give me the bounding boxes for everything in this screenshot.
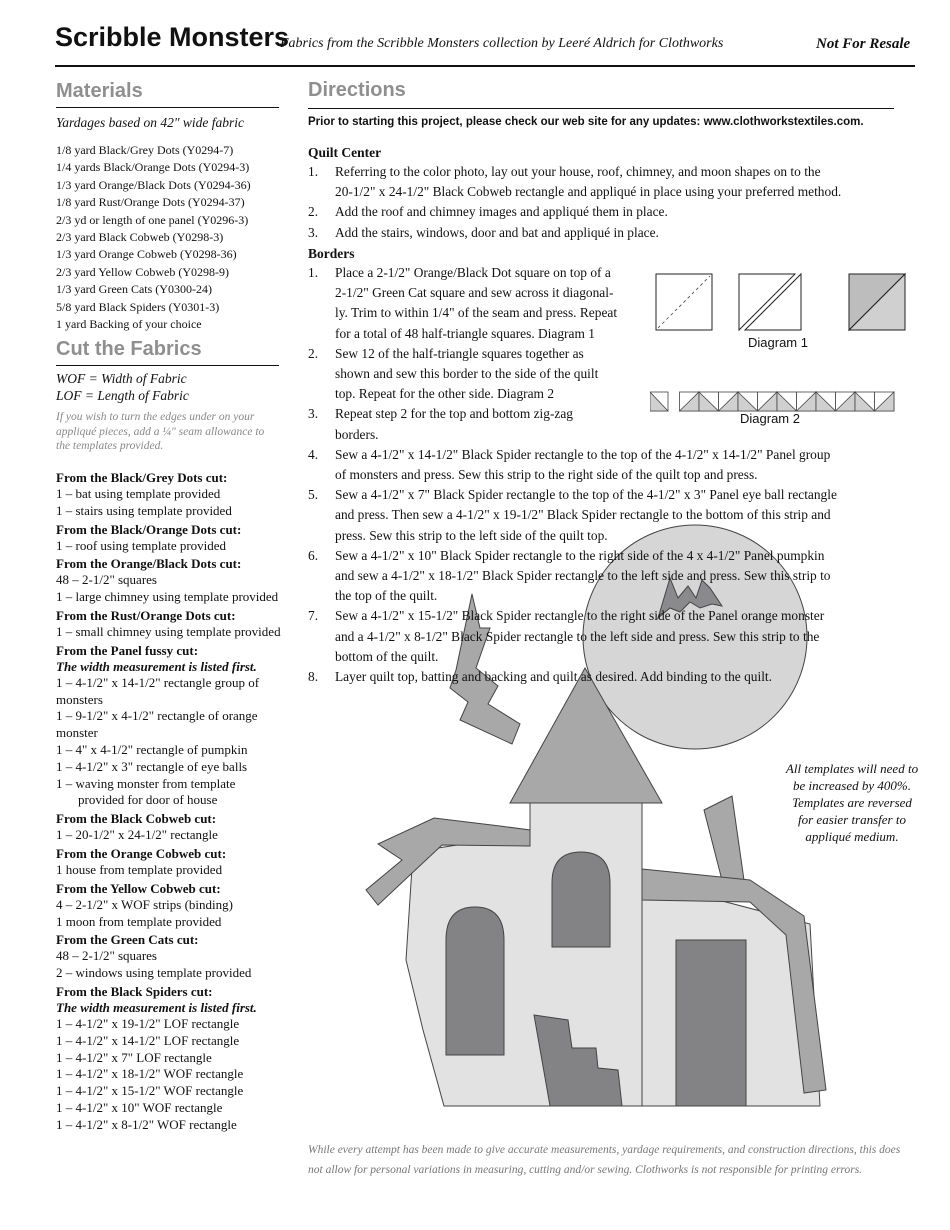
cut-group-subhead: The width measurement is listed first. [56, 999, 257, 1015]
material-item: 1 yard Backing of your choice [56, 317, 202, 332]
step-number: 3. [308, 406, 319, 422]
step-line: Sew a 4-1/2" x 15-1/2" Black Spider rectangle to the right side of the Panel orange monster [335, 608, 825, 624]
step-line: the top of the quilt. [335, 588, 438, 604]
material-item: 2/3 yd or length of one panel (Y0296-3) [56, 212, 249, 227]
cut-line: 1 – small chimney using template provided [56, 623, 281, 639]
step-number: 4. [308, 446, 319, 462]
material-item: 1/8 yard Black/Grey Dots (Y0294-7) [56, 143, 234, 157]
step-line: Add the stairs, windows, door and bat and appliqué in place. [335, 224, 659, 240]
door-shape [676, 940, 746, 1106]
step-line: and press. Then sew a 4-1/2" x 19-1/2" Black Spider rectangle to the bottom of this strip and [335, 507, 831, 523]
cut-line: 1 – stairs using template provided [56, 502, 232, 518]
cut-line: 1 – 4-1/2" x 7" LOF rectangle [56, 1049, 212, 1065]
step-number: 3. [308, 224, 319, 240]
cut-line: 1 – large chimney using template provided [56, 589, 279, 605]
step-line: Sew 12 of the half-triangle squares together as [335, 345, 584, 361]
cut-line: 1 – bat using template provided [56, 486, 221, 501]
step [308, 606, 898, 667]
disclaimer: While every attempt has been made to give accurate measurements, yardage requirements, and construction directions, this does not allow for personal variations in measuring, cutting and/or sewing. Clothworks is not responsible for printing errors. [308, 1144, 901, 1176]
material-item: 1/8 yard Rust/Orange Dots (Y0294-37) [56, 195, 245, 210]
cut-line: 2 – windows using template provided [56, 965, 252, 981]
material-item: 1/3 yard Orange Cobweb (Y0298-36) [56, 247, 237, 262]
diagram-2 [650, 391, 896, 413]
step-line: for a total of 48 half-triangle squares. Diagram 1 [335, 325, 595, 341]
directions-intro: Prior to starting this project, please check our web site for any updates: www.clothworkstextiles.com. [308, 116, 864, 128]
borders-heading: Borders [308, 246, 355, 261]
cut-line: 1 – 9-1/2" x 4-1/2" rectangle of orange monster [56, 708, 258, 741]
cut-line: 1 – 4-1/2" x 15-1/2" WOF rectangle [56, 1083, 244, 1099]
step-line: and sew a 4-1/2" x 18-1/2" Black Spider rectangle to the left side and press. Sew this strip to [335, 568, 831, 584]
cut-line: provided for door of house [78, 792, 218, 808]
step-line: Place a 2-1/2" Orange/Black Dot square on top of a [335, 265, 611, 280]
material-item: 1/3 yard Green Cats (Y0300-24) [56, 282, 212, 297]
step-number: 6. [308, 547, 319, 563]
step-line: Layer quilt top, batting and backing and quilt as desired. Add binding to the quilt. [335, 669, 772, 685]
materials-list [56, 142, 281, 333]
turn-edges-note: If you wish to turn the edges under on your appliqué pieces, add a ¼" seam allowance to the templates provided. [56, 411, 265, 452]
cut-group-head: From the Black Spiders cut: [56, 983, 213, 999]
step-line: borders. [335, 426, 379, 442]
material-item: 1/4 yards Black/Orange Dots (Y0294-3) [56, 160, 250, 175]
cut-group [56, 932, 284, 982]
cut-line: 1 – roof using template provided [56, 537, 227, 553]
step-number: 1. [308, 265, 319, 280]
materials-rule [56, 107, 279, 108]
step [308, 445, 898, 485]
step [308, 667, 898, 687]
cut-abbreviations [56, 371, 281, 404]
directions-rule [308, 108, 894, 109]
cut-group-subhead: The width measurement is listed first. [56, 658, 257, 674]
cut-group-head: From the Yellow Cobweb cut: [56, 880, 221, 896]
cut-line: 1 house from template provided [56, 861, 223, 877]
cut-line: 48 – 2-1/2" squares [56, 572, 157, 588]
cut-group-head: From the Orange Cobweb cut: [56, 845, 227, 861]
materials-note: Yardages based on 42" wide fabric [56, 115, 245, 130]
not-for-resale-label: Not For Resale [816, 36, 911, 52]
cut-group-head: From the Green Cats cut: [56, 932, 199, 948]
page-subtitle: Fabrics from the Scribble Monsters collection by Leeré Aldrich for Clothworks [280, 36, 724, 51]
cut-group [56, 556, 284, 606]
step-number: 2. [308, 345, 319, 361]
cut-group [56, 522, 284, 555]
cut-group [56, 470, 284, 520]
cut-line: 1 – 4-1/2" x 19-1/2" LOF rectangle [56, 1015, 240, 1031]
cut-group-head: From the Panel fussy cut: [56, 642, 199, 658]
cut-line: 48 – 2-1/2" squares [56, 948, 157, 964]
step-line: and a 4-1/2" x 8-1/2" Black Spider rectangle to the left side and press. Sew this strip to the [335, 628, 820, 644]
cut-line: 1 – 4" x 4-1/2" rectangle of pumpkin [56, 741, 248, 757]
cut-group-head: From the Rust/Orange Dots cut: [56, 607, 236, 623]
step-line: Add the roof and chimney images and appliqué them in place. [335, 204, 668, 220]
step-line: bottom of the quilt. [335, 648, 439, 664]
step-line: Referring to the color photo, lay out your house, roof, chimney, and moon shapes on to the [335, 164, 821, 179]
step-line: Sew a 4-1/2" x 10" Black Spider rectangle to the right side of the 4 x 4-1/2" Panel pumpkin [335, 547, 825, 563]
cut-line: 4 – 2-1/2" x WOF strips (binding) [56, 896, 233, 912]
step-number: 8. [308, 669, 319, 685]
material-item: 1/3 yard Orange/Black Dots (Y0294-36) [56, 177, 251, 192]
cut-group-head: From the Black/Grey Dots cut: [56, 470, 228, 485]
small-chimney-shape [704, 796, 744, 888]
material-item: 5/8 yard Black Spiders (Y0301-3) [56, 299, 220, 314]
step-number: 2. [308, 204, 319, 220]
upper-window-shape [552, 852, 610, 947]
page-title: Scribble Monsters [55, 22, 290, 52]
step-line: Sew a 4-1/2" x 14-1/2" Black Spider rectangle to the top of the 4-1/2" x 14-1/2" Panel group [335, 446, 831, 462]
cut-group [56, 608, 284, 641]
diagram-1-label: Diagram 1 [748, 335, 808, 350]
step [308, 223, 898, 243]
cut-line: 1 – 4-1/2" x 14-1/2" rectangle group of monsters [56, 674, 260, 707]
diagram2-zigzag-strip [650, 392, 894, 411]
cut-line: 1 – 20-1/2" x 24-1/2" rectangle [56, 827, 218, 843]
quilt-center-steps [308, 162, 898, 243]
step-line: 2-1/2" Green Cat square and sew across it diagonal- [335, 285, 614, 301]
cut-group-head: From the Orange/Black Dots cut: [56, 556, 242, 572]
materials-heading: Materials [56, 80, 143, 102]
step [308, 202, 898, 222]
header-divider [55, 65, 915, 67]
step-line: 20-1/2" x 24-1/2" Black Cobweb rectangle and appliqué in place using your preferred method. [335, 184, 842, 200]
step-line: of monsters and press. Sew this strip to the right side of the quilt top and press. [335, 467, 758, 483]
material-item: 2/3 yard Yellow Cobweb (Y0298-9) [56, 264, 229, 279]
step [308, 485, 898, 546]
step [308, 162, 898, 202]
cut-line: 1 – 4-1/2" x 10" WOF rectangle [56, 1099, 223, 1115]
quilt-center-heading: Quilt Center [308, 145, 382, 160]
wof-definition: WOF = Width of Fabric [56, 371, 187, 386]
cut-group [56, 846, 284, 879]
step-line: press. Sew this strip to the left side of the quilt top. [335, 527, 608, 543]
diagram-1 [655, 272, 907, 334]
step-number: 1. [308, 164, 319, 179]
cut-group [56, 984, 284, 1134]
cut-group-head: From the Black Cobweb cut: [56, 811, 217, 827]
step [308, 546, 898, 607]
directions-heading: Directions [308, 79, 406, 101]
step-line: ly. Trim to within 1/4" of the seam and press. Repeat [335, 305, 618, 321]
cut-line: 1 – 4-1/2" x 14-1/2" LOF rectangle [56, 1032, 240, 1048]
cut-group [56, 811, 284, 844]
cut-line: 1 – waving monster from template [56, 775, 236, 791]
templates-note: All templates will need to be increased by 400%. Templates are reversed for easier transfer to appliqué medium. [785, 761, 919, 844]
cut-groups [56, 470, 284, 1134]
step-line: top. Repeat for the other side. Diagram 2 [335, 386, 555, 402]
lof-definition: LOF = Length of Fabric [56, 387, 189, 403]
material-item: 2/3 yard Black Cobweb (Y0298-3) [56, 230, 224, 245]
cut-line: 1 – 4-1/2" x 3" rectangle of eye balls [56, 758, 248, 774]
cut-rule [56, 365, 279, 366]
diagram-2-label: Diagram 2 [740, 411, 800, 426]
cut-group [56, 881, 284, 931]
cut-group [56, 643, 284, 809]
cut-line: 1 – 4-1/2" x 8-1/2" WOF rectangle [56, 1116, 237, 1132]
step-line: Repeat step 2 for the top and bottom zig-zag [335, 406, 573, 422]
cut-line: 1 moon from template provided [56, 913, 222, 929]
step-line: Sew a 4-1/2" x 7" Black Spider rectangle to the top of the 4-1/2" x 3" Panel eye ball rectangle [335, 487, 837, 503]
cut-group-head: From the Black/Orange Dots cut: [56, 521, 242, 537]
step-number: 7. [308, 608, 319, 624]
step-line: shown and sew this border to the side of the quilt [335, 366, 599, 382]
left-window-shape [446, 907, 504, 1055]
cut-heading: Cut the Fabrics [56, 338, 202, 360]
step-number: 5. [308, 487, 319, 503]
cut-line: 1 – 4-1/2" x 18-1/2" WOF rectangle [56, 1066, 244, 1082]
